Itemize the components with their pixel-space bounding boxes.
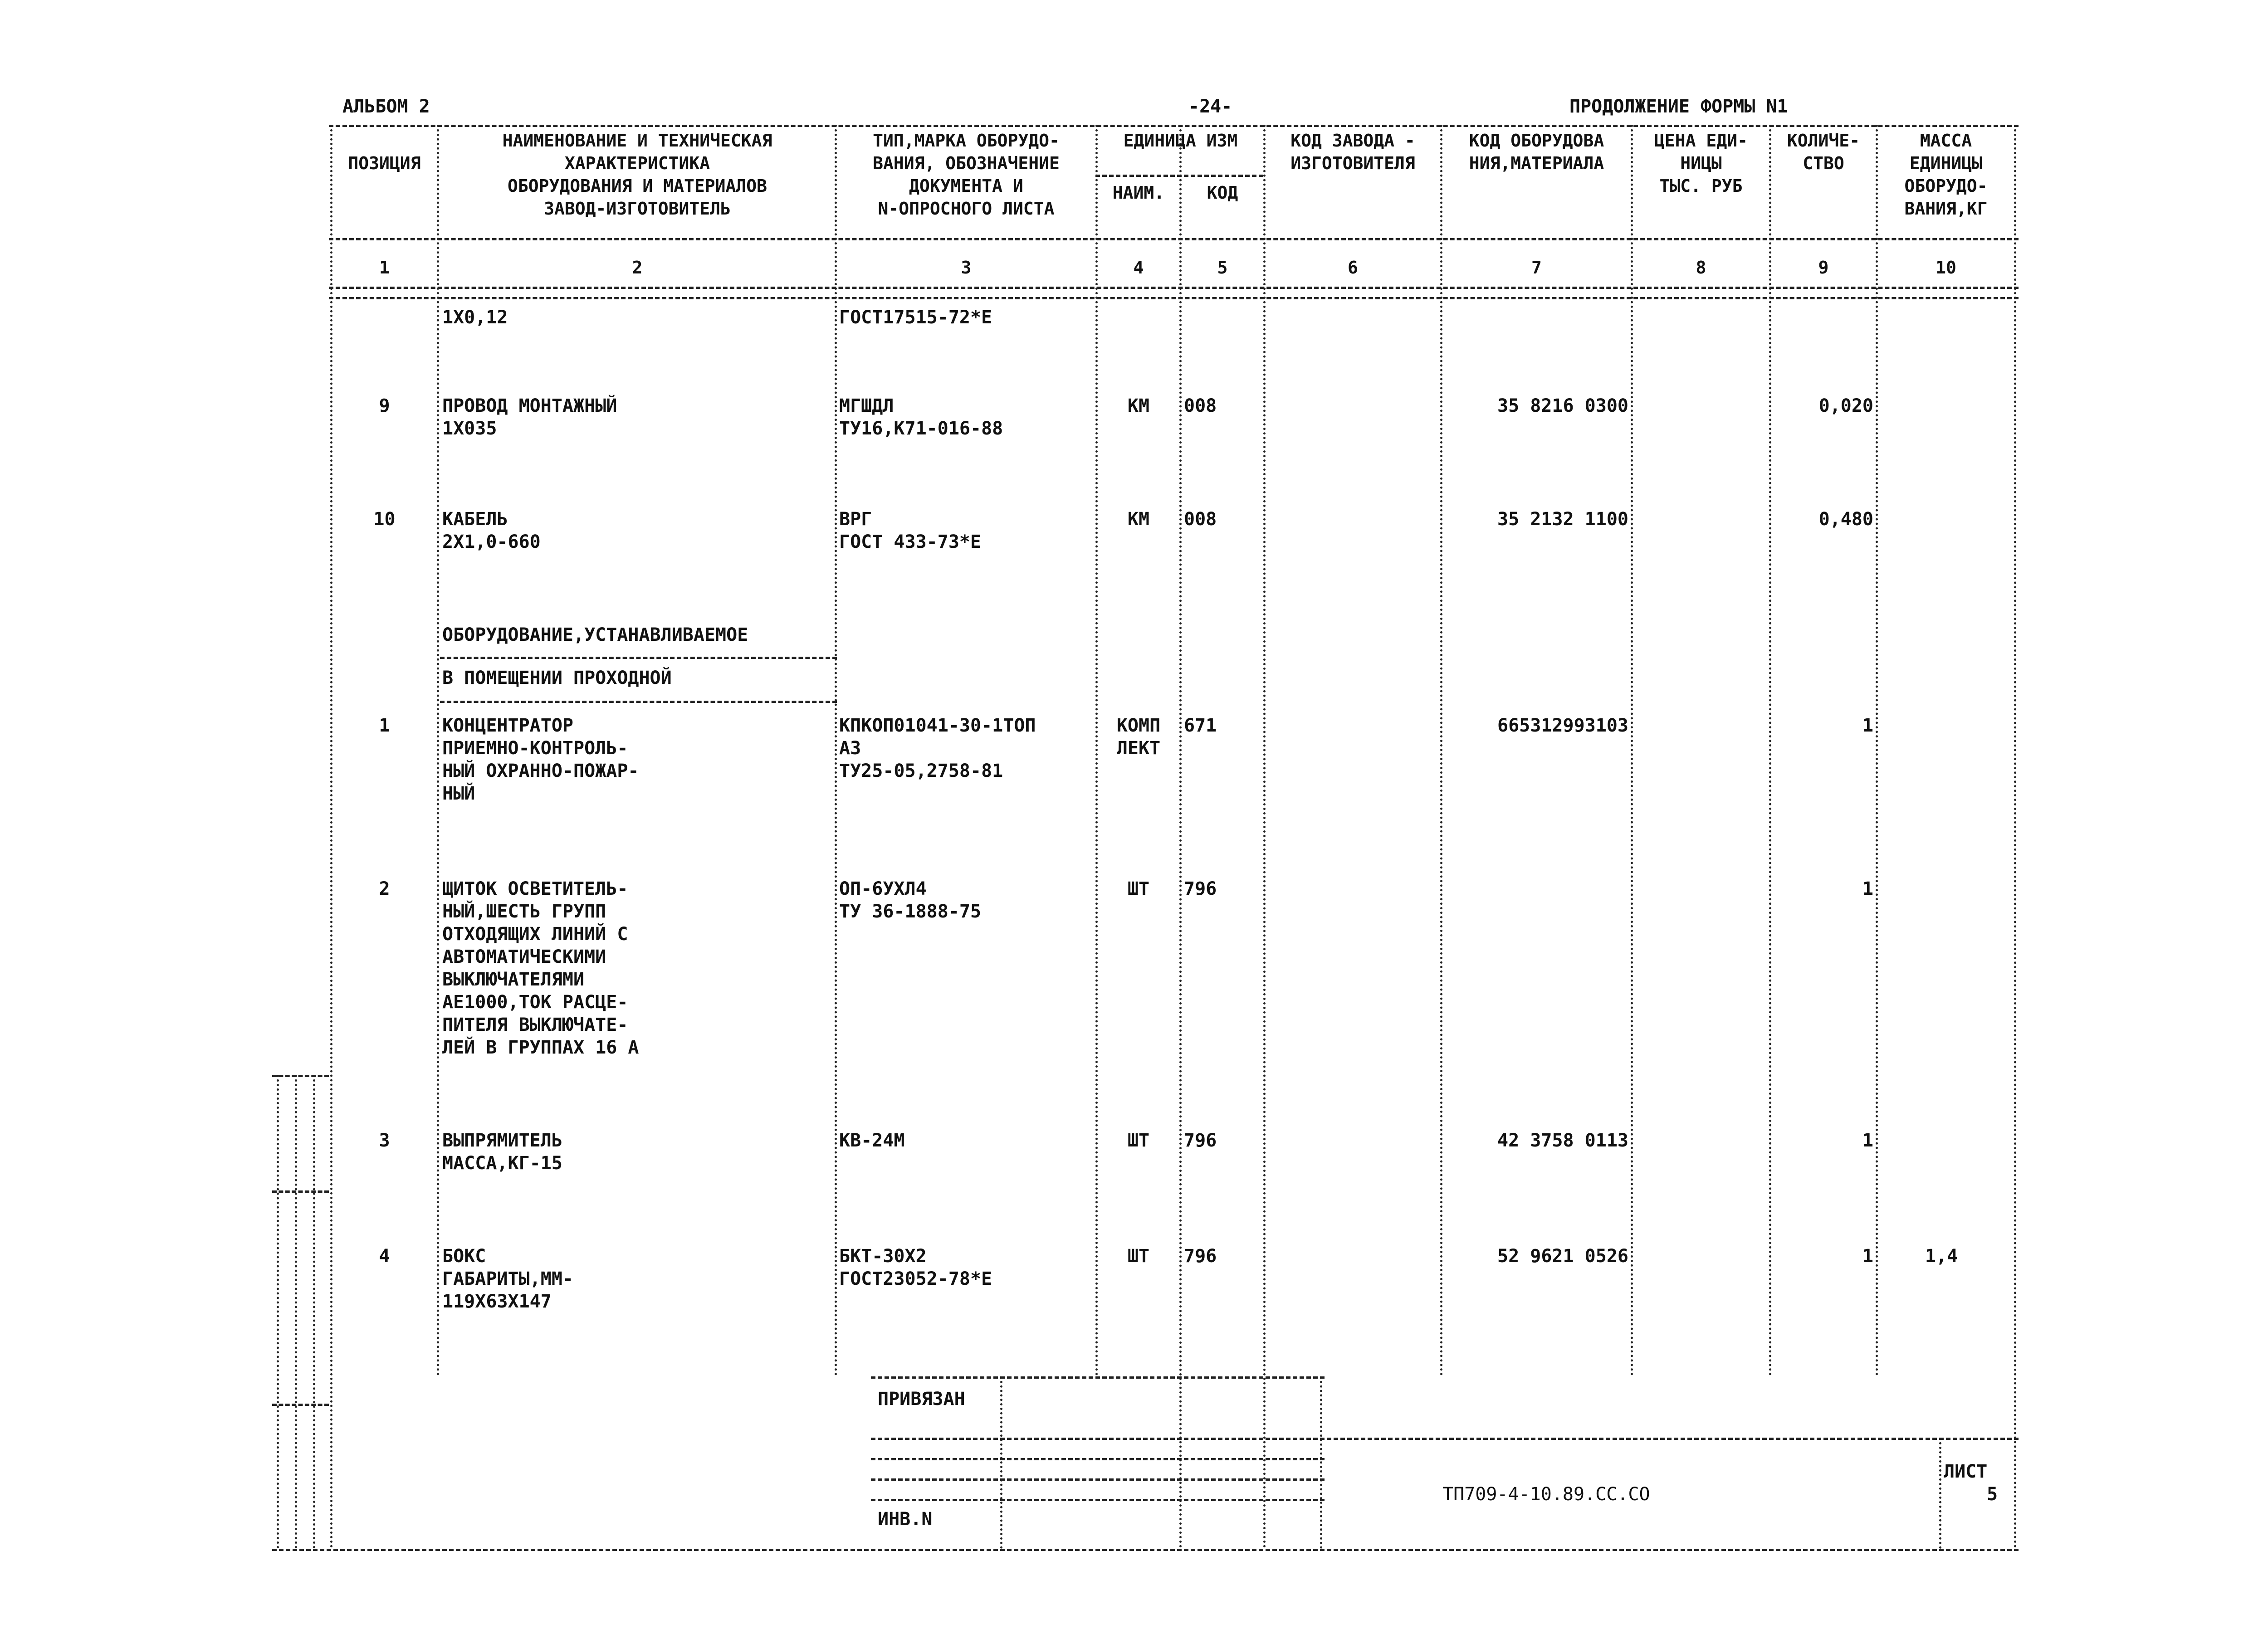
vline-sheet: [1939, 1438, 1941, 1549]
vline-c2: [835, 125, 837, 1376]
rule-section-bottom: [440, 701, 837, 703]
col-number-3: 3: [961, 258, 972, 278]
cell-name: ПРИЕМНО-КОНТРОЛЬ-: [442, 738, 628, 759]
col-header-unit: ЕДИНИЦА ИЗМ: [1123, 131, 1238, 151]
stamp-sheet-number: 5: [1987, 1484, 1998, 1505]
margin-rule-3: [272, 1404, 329, 1406]
cell-quantity: 1: [1862, 878, 1873, 899]
stamp-sheet-label: ЛИСТ: [1944, 1461, 1988, 1482]
col-header-material-code: КОД ОБОРУДОВА НИЯ,МАТЕРИАЛА: [1469, 131, 1604, 173]
cell-unit-code: 008: [1184, 509, 1217, 530]
rule-stamp-top: [871, 1376, 1325, 1379]
col-number-5: 5: [1217, 258, 1228, 278]
rule-stamp-mid-4: [871, 1499, 1325, 1501]
cell-name: ЛЕЙ В ГРУППАХ 16 А: [442, 1037, 639, 1058]
rule-stamp-mid-2: [871, 1458, 1325, 1460]
col-number-2: 2: [632, 258, 643, 278]
col-number-7: 7: [1531, 258, 1542, 278]
cell-name: ВЫКЛЮЧАТЕЛЯМИ: [442, 969, 585, 990]
stamp-document-code: ТП709-4-10.89.СС.СО: [1442, 1484, 1650, 1505]
cell-quantity: 0,020: [1818, 395, 1873, 416]
cell-type: ГОСТ23052-78*Е: [839, 1268, 992, 1289]
album-label: АЛЬБОМ 2: [342, 96, 430, 117]
cell-type: МГШДЛ: [839, 395, 894, 416]
vline-left: [330, 125, 332, 1549]
cell-unit: ШТ: [1127, 1130, 1150, 1151]
vline-c6: [1440, 125, 1442, 1376]
cell-position: 10: [373, 509, 396, 530]
cell-unit-code: 796: [1184, 878, 1217, 899]
cell-name: ВЫПРЯМИТЕЛЬ: [442, 1130, 562, 1151]
cell-quantity: 0,480: [1818, 509, 1873, 530]
cell-type: ТУ16,К71-016-88: [839, 418, 1003, 439]
col-header-quantity: КОЛИЧЕ- СТВО: [1787, 131, 1860, 173]
cell-name: МАССА,КГ-15: [442, 1153, 562, 1174]
cell-position: 4: [379, 1246, 390, 1267]
margin-vline-1: [277, 1075, 279, 1549]
col-header-unit-code: КОД: [1207, 183, 1238, 203]
rule-numbers-bottom-2: [329, 297, 2019, 299]
margin-rule-2: [272, 1190, 329, 1193]
cell-unit: ШТ: [1127, 878, 1150, 899]
cell-type: ОП-6УХЛ4: [839, 878, 927, 899]
vline-c9: [1876, 125, 1878, 1376]
cell-unit: ШТ: [1127, 1246, 1150, 1267]
cell-type: А3: [839, 738, 861, 759]
cell-name: В ПОМЕЩЕНИИ ПРОХОДНОЙ: [442, 668, 672, 688]
cell-type: ТУ 36-1888-75: [839, 901, 982, 922]
cell-quantity: 1: [1862, 1130, 1873, 1151]
cell-position: 9: [379, 395, 390, 416]
cell-name: ПИТЕЛЯ ВЫКЛЮЧАТЕ-: [442, 1015, 628, 1035]
cell-quantity: 1: [1862, 1246, 1873, 1267]
cell-unit-code: 796: [1184, 1130, 1217, 1151]
cell-name: НЫЙ ОХРАННО-ПОЖАР-: [442, 761, 639, 781]
cell-name: ГАБАРИТЫ,ММ-: [442, 1268, 573, 1289]
cell-position: 1: [379, 715, 390, 736]
continuation-label: ПРОДОЛЖЕНИЕ ФОРМЫ N1: [1569, 96, 1788, 117]
cell-quantity: 1: [1862, 715, 1873, 736]
rule-stamp-mid-3: [871, 1478, 1325, 1481]
cell-position: 2: [379, 878, 390, 899]
cell-name: 1Х035: [442, 418, 497, 439]
cell-name: АЕ1000,ТОК РАСЦЕ-: [442, 992, 628, 1013]
cell-mass: 1,4: [1925, 1246, 1958, 1267]
cell-unit-code: 671: [1184, 715, 1217, 736]
cell-unit: КОМП ЛЕКТ: [1116, 715, 1161, 759]
cell-position: 3: [379, 1130, 390, 1151]
vline-right: [2014, 125, 2016, 1549]
vline-stamp-b: [1320, 1376, 1322, 1549]
cell-unit-code: 008: [1184, 395, 1217, 416]
col-header-mass: МАССА ЕДИНИЦЫ ОБОРУДО- ВАНИЯ,КГ: [1904, 131, 1988, 219]
rule-stamp-mid: [871, 1438, 2019, 1440]
cell-name: ПРОВОД МОНТАЖНЫЙ: [442, 395, 617, 416]
cell-type: ТУ25-05,2758-81: [839, 761, 1003, 781]
cell-type: ГОСТ 433-73*Е: [839, 532, 982, 552]
cell-unit-code: 796: [1184, 1246, 1217, 1267]
cell-name: ОБОРУДОВАНИЕ,УСТАНАВЛИВАЕМОЕ: [442, 624, 748, 645]
cell-name: КОНЦЕНТРАТОР: [442, 715, 573, 736]
rule-numbers-bottom: [329, 287, 2019, 289]
rule-top: [329, 125, 2019, 127]
cell-name: НЫЙ,ШЕСТЬ ГРУПП: [442, 901, 606, 922]
rule-section-top: [440, 657, 837, 659]
cell-name: 119Х63Х147: [442, 1291, 552, 1312]
margin-vline-2: [295, 1075, 297, 1549]
col-header-position: ПОЗИЦИЯ: [348, 153, 421, 173]
col-number-9: 9: [1818, 258, 1829, 278]
cell-name: БОКС: [442, 1246, 486, 1267]
vline-stamp-a: [1000, 1376, 1002, 1549]
cell-unit: КМ: [1127, 509, 1150, 530]
cell-type: ВРГ: [839, 509, 872, 530]
cell-type: КВ-24М: [839, 1130, 905, 1151]
col-header-factory-code: КОД ЗАВОДА - ИЗГОТОВИТЕЛЯ: [1290, 131, 1415, 173]
col-header-unit-name: НАИМ.: [1112, 183, 1165, 203]
stamp-inv-number: ИНВ.N: [878, 1509, 933, 1530]
cell-name: ЩИТОК ОСВЕТИТЕЛЬ-: [442, 878, 628, 899]
stamp-privyazan: ПРИВЯЗАН: [878, 1389, 965, 1410]
vline-c1: [437, 125, 439, 1376]
cell-type: ГОСТ17515-72*Е: [839, 307, 992, 328]
col-number-8: 8: [1696, 258, 1706, 278]
vline-c4: [1179, 125, 1182, 1549]
margin-rule-1: [272, 1075, 329, 1077]
page-number: -24-: [1188, 96, 1232, 117]
cell-unit: КМ: [1127, 395, 1150, 416]
cell-name: КАБЕЛЬ: [442, 509, 508, 530]
cell-material-code: 665312993103: [1497, 715, 1628, 736]
col-number-6: 6: [1348, 258, 1358, 278]
cell-name: ОТХОДЯЩИХ ЛИНИЙ С: [442, 924, 628, 945]
cell-material-code: 42 3758 0113: [1497, 1130, 1628, 1151]
vline-c7: [1631, 125, 1633, 1376]
margin-vline-3: [313, 1075, 315, 1549]
vline-c8: [1769, 125, 1771, 1376]
col-number-10: 10: [1936, 258, 1956, 278]
rule-header-bottom: [329, 238, 2019, 240]
cell-material-code: 35 8216 0300: [1497, 395, 1628, 416]
cell-type: БКТ-30Х2: [839, 1246, 927, 1267]
cell-name: 1Х0,12: [442, 307, 508, 328]
cell-material-code: 52 9621 0526: [1497, 1246, 1628, 1267]
cell-name: 2Х1,0-660: [442, 532, 541, 552]
col-number-4: 4: [1133, 258, 1144, 278]
col-header-type: ТИП,МАРКА ОБОРУДО- ВАНИЯ, ОБОЗНАЧЕНИЕ ДОКУМЕНТА И N-ОПРОСНОГО ЛИСТА: [873, 131, 1060, 219]
col-header-name: НАИМЕНОВАНИЕ И ТЕХНИЧЕСКАЯ ХАРАКТЕРИСТИКА ОБОРУДОВАНИЯ И МАТЕРИАЛОВ ЗАВОД-ИЗГОТОВИТЕЛЬ: [502, 131, 772, 219]
cell-type: КПКОП01041-30-1ТОП: [839, 715, 1036, 736]
col-header-price: ЦЕНА ЕДИ- НИЦЫ ТЫС. РУБ: [1654, 131, 1748, 196]
cell-name: АВТОМАТИЧЕСКИМИ: [442, 946, 606, 967]
cell-material-code: 35 2132 1100: [1497, 509, 1628, 530]
cell-name: НЫЙ: [442, 783, 475, 804]
rule-bottom: [272, 1549, 2019, 1551]
rule-c45-split: [1095, 175, 1263, 177]
vline-c5: [1263, 125, 1266, 1549]
col-number-1: 1: [379, 258, 390, 278]
